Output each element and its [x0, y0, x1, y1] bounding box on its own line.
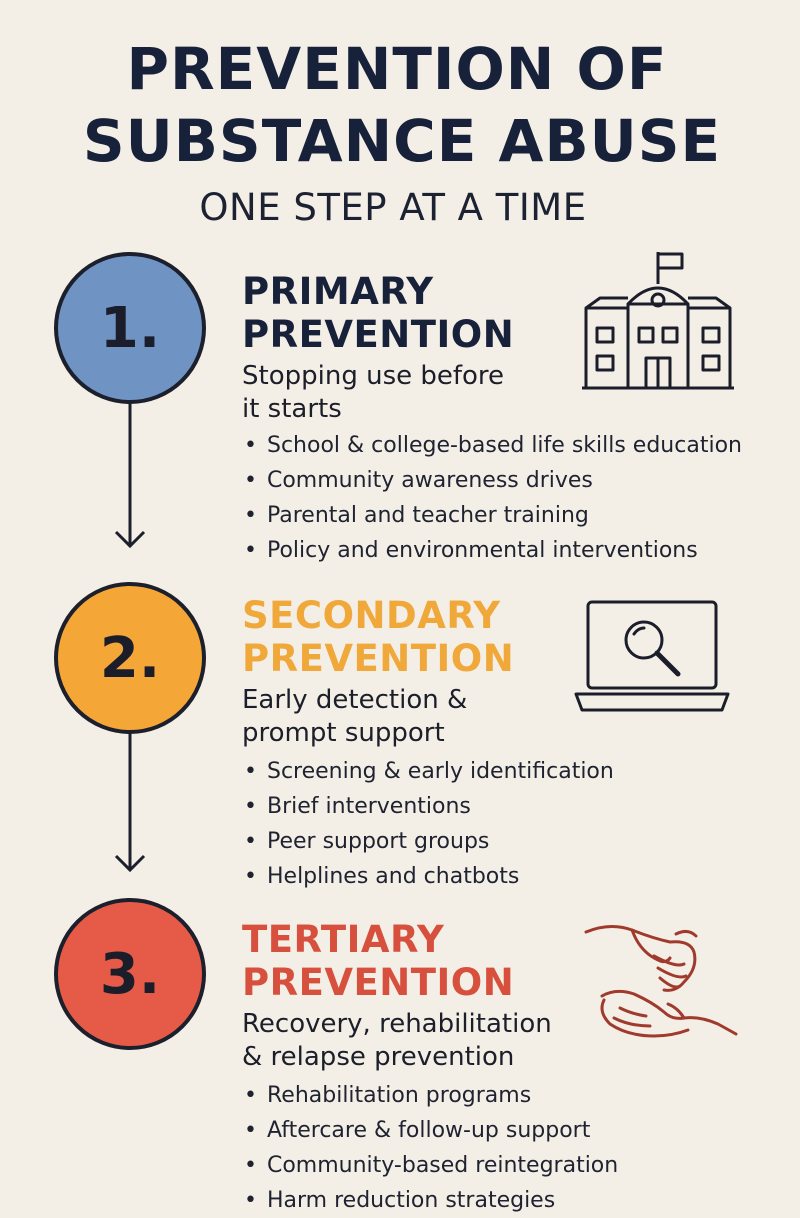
school-building-icon: [578, 248, 738, 398]
helping-hands-icon: [580, 912, 740, 1062]
laptop-search-icon: [572, 598, 732, 718]
step-1-title-line1: PRIMARY: [242, 270, 434, 313]
list-item: • Helplines and chatbots: [244, 859, 614, 894]
step-1-number: 1.: [99, 295, 161, 361]
step-1-desc-line1: Stopping use before: [242, 361, 505, 391]
list-item: • Parental and teacher training: [244, 498, 742, 533]
step-3-title-line2: PREVENTION: [242, 961, 515, 1004]
step-1-title-line2: PREVENTION: [242, 313, 515, 356]
list-item: • Harm reduction strategies: [244, 1183, 618, 1218]
list-item: • School & college-based life skills education: [244, 428, 742, 463]
list-item: • Aftercare & follow-up support: [244, 1113, 618, 1148]
step-2-bullet-list: [244, 754, 614, 894]
step-1-description: [242, 360, 572, 426]
list-item: • Brief interventions: [244, 789, 614, 824]
step-1-bullet-list: [244, 428, 742, 568]
list-item: • Policy and environmental interventions: [244, 533, 742, 568]
list-item: • Peer support groups: [244, 824, 614, 859]
page-title-line1: PREVENTION OF: [126, 35, 668, 103]
step-3-description: [242, 1008, 572, 1074]
step-3-desc-line2: & relapse prevention: [242, 1042, 515, 1072]
step-3-bullet-list: [244, 1078, 618, 1218]
step-2-desc-line1: Early detection &: [242, 685, 468, 715]
step-3-title-line1: TERTIARY: [242, 918, 445, 961]
step-2-title: [242, 594, 514, 680]
step-3-number: 3.: [99, 941, 161, 1007]
step-2-desc-line2: prompt support: [242, 718, 445, 748]
step-3-number-circle: [54, 898, 206, 1050]
step-1-connector-arrow: [108, 400, 152, 560]
step-1-desc-line2: it starts: [242, 394, 342, 424]
list-item: • Community awareness drives: [244, 463, 742, 498]
page-subtitle: ONE STEP AT A TIME: [199, 186, 587, 229]
list-item: • Screening & early identification: [244, 754, 614, 789]
step-2-number-circle: [54, 582, 206, 734]
step-1-title: [242, 270, 514, 356]
step-2-title-line1: SECONDARY: [242, 594, 501, 637]
step-2-number: 2.: [99, 625, 161, 691]
step-2-description: [242, 684, 572, 750]
page-title-line2: SUBSTANCE ABUSE: [82, 107, 722, 175]
step-3-desc-line1: Recovery, rehabilitation: [242, 1009, 552, 1039]
list-item: • Rehabilitation programs: [244, 1078, 618, 1113]
step-2-connector-arrow: [108, 730, 152, 890]
step-2-title-line2: PREVENTION: [242, 637, 515, 680]
list-item: • Community-based reintegration: [244, 1148, 618, 1183]
step-1-number-circle: [54, 252, 206, 404]
step-3-title: [242, 918, 514, 1004]
